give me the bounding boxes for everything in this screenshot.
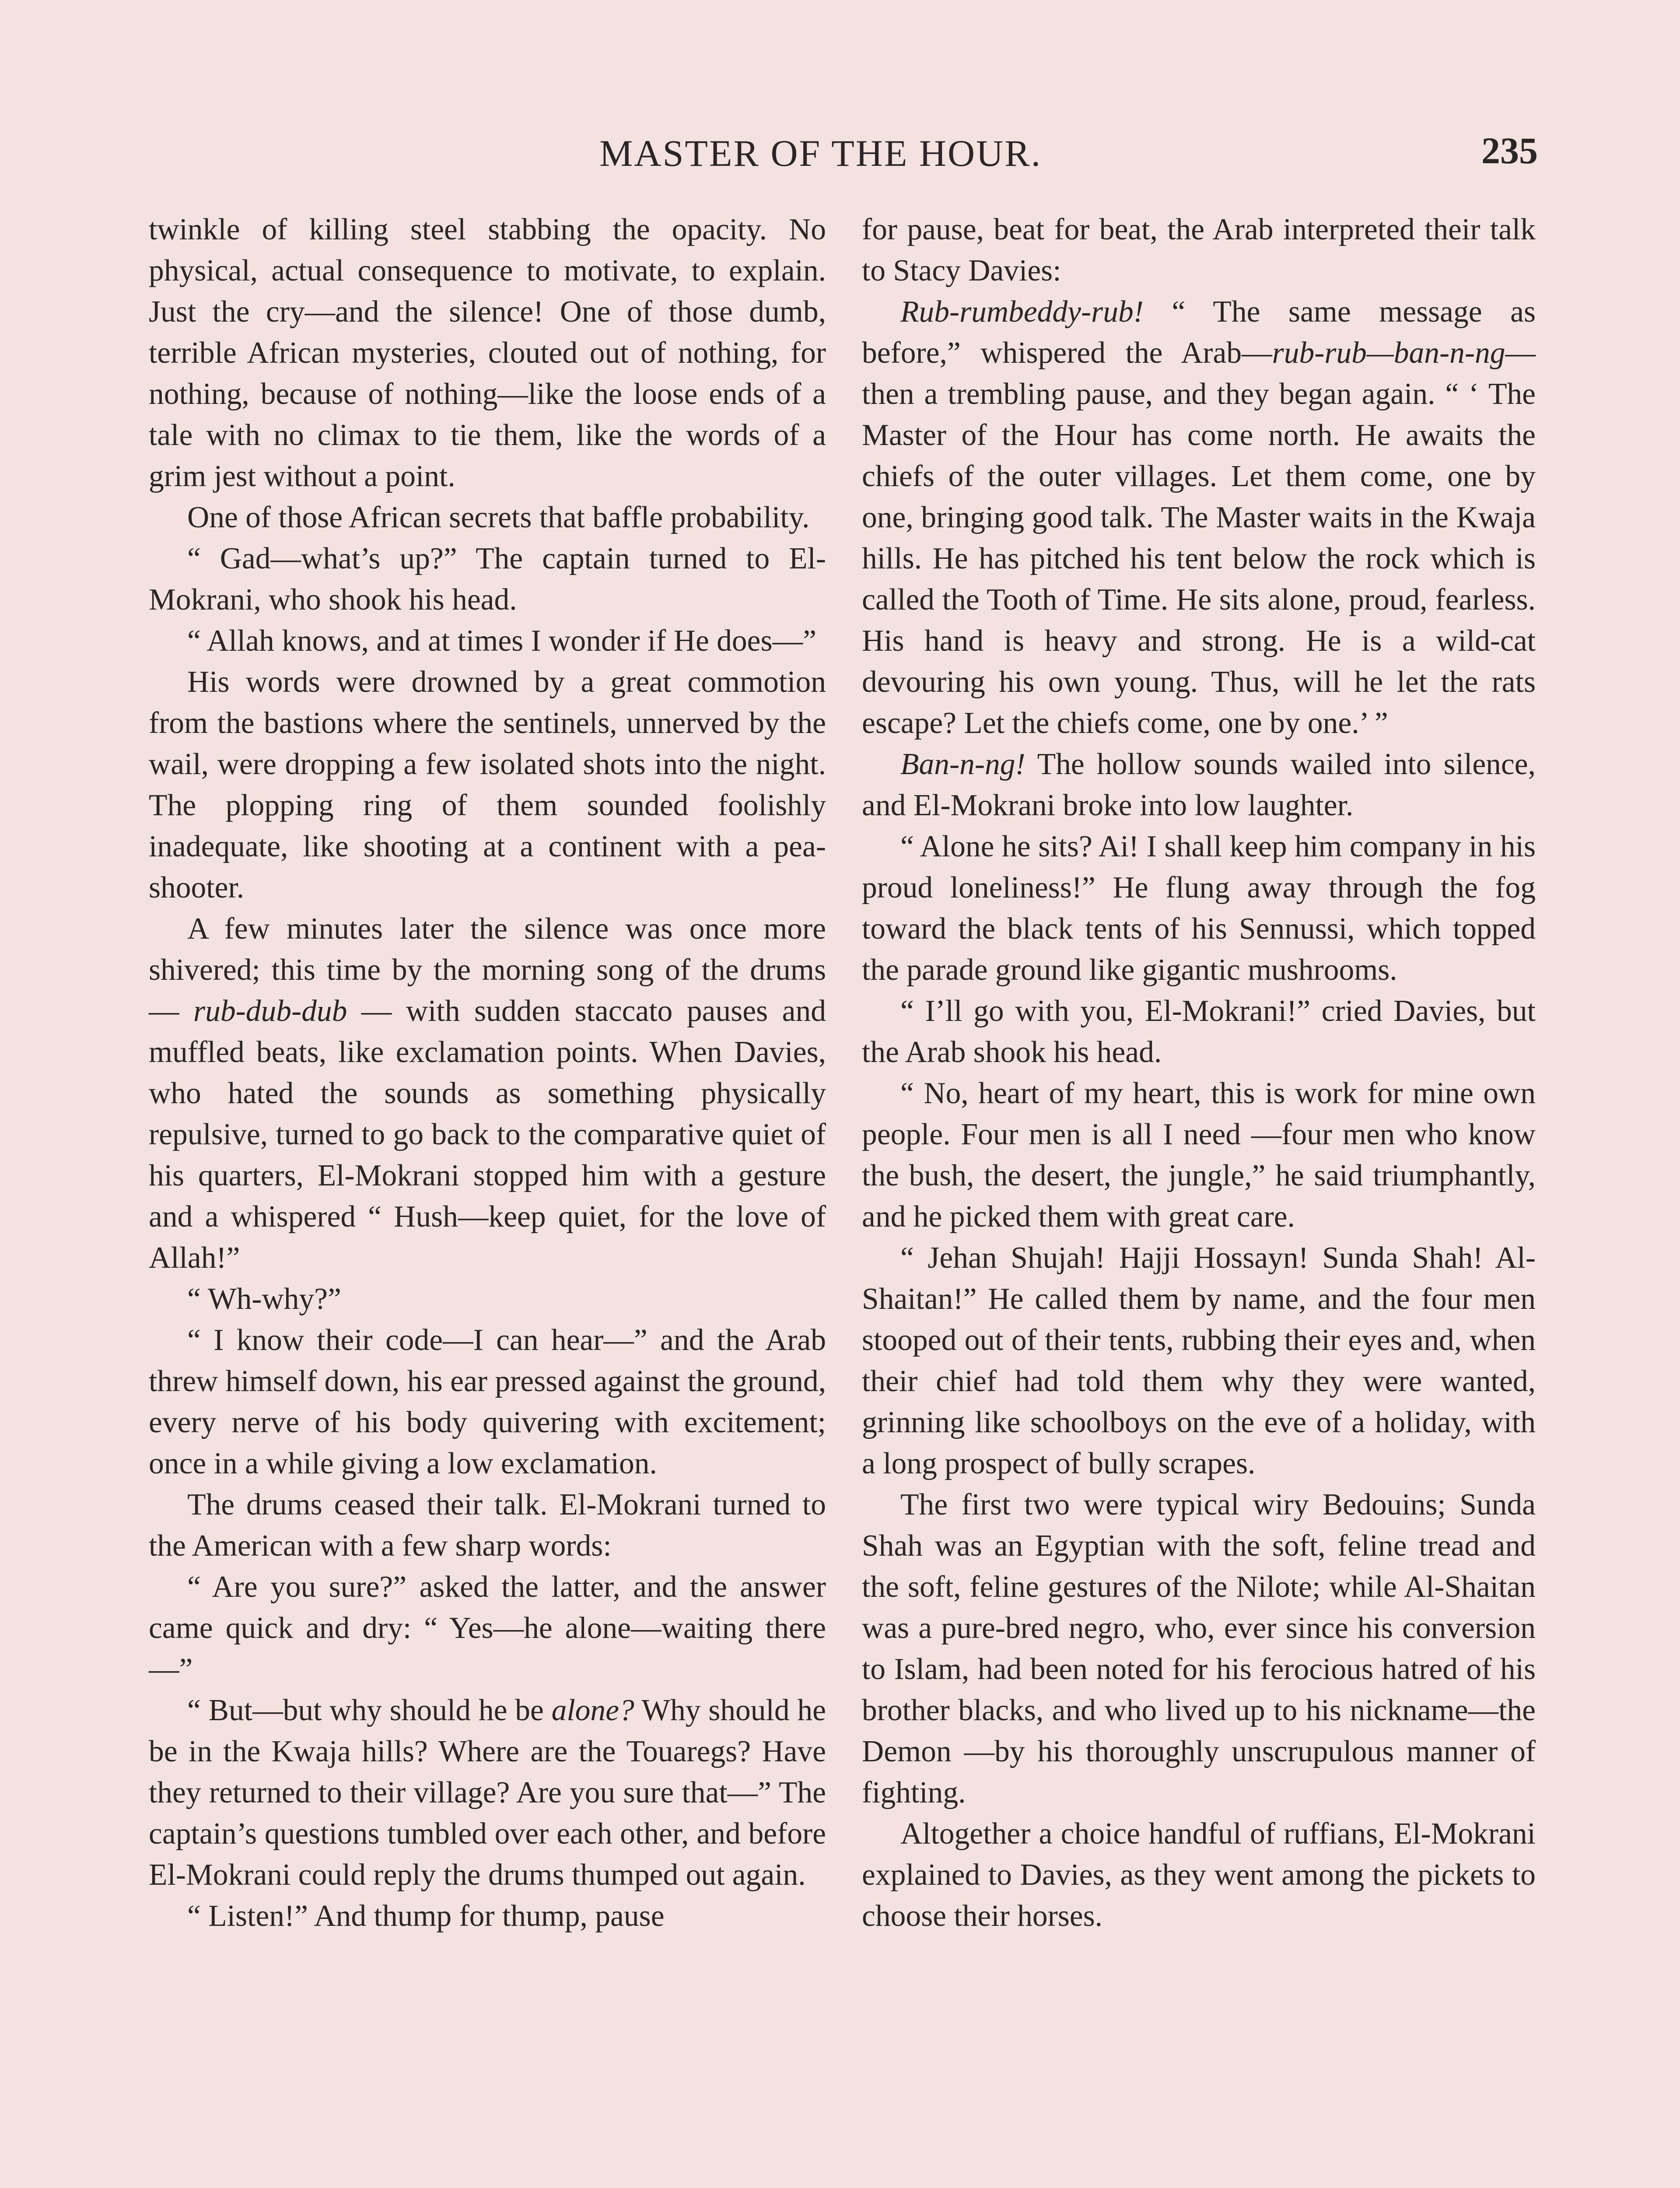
paragraph <box>862 1484 1536 1813</box>
italic-text: Ban-n-ng! <box>900 747 1026 781</box>
text-run: His words were drowned by a great commotion from the bastions where the sentinels, unnerved by the wail, were dropping a few isolated shots into the night. The plopping ring of them sounded foolishly inadequate, like shooting at a continent with a pea-shooter. <box>149 665 826 905</box>
running-title: MASTER OF THE HOUR. <box>599 132 1042 174</box>
text-run: The first two were typical wiry Bedouins; Sunda Shah was an Egyptian with the soft, feline tread and the soft, feline gestures of the Nilote; while Al-Shaitan was a pure-bred negro, who, ever since his conversion to Islam, had been noted for his ferocious hatred of his brother blacks, and who lived up to his nickname—the Demon —by his thoroughly unscrupulous manner of fighting. <box>862 1488 1536 1809</box>
text-run: “ Listen!” And thump for thump, pause <box>187 1899 665 1933</box>
paragraph <box>862 1073 1536 1238</box>
paragraph <box>862 209 1536 291</box>
paragraph <box>149 1320 826 1484</box>
paragraph <box>149 1896 826 1937</box>
paragraph <box>862 991 1536 1073</box>
italic-text: rub-rub—ban-n-ng <box>1272 336 1505 370</box>
paragraph <box>149 209 826 497</box>
italic-text: Rub-rumbeddy-rub! <box>900 295 1144 329</box>
text-run: A few minutes later the silence was once more shivered; this time by the morning song of the drums — <box>149 912 826 1028</box>
italic-text: alone? <box>551 1694 634 1727</box>
text-run: “ I’ll go with you, El-Mokrani!” cried Davies, but the Arab shook his head. <box>862 994 1536 1069</box>
paragraph <box>149 497 826 538</box>
right-column <box>862 209 1536 2188</box>
text-run: Why should he be in the Kwaja hills? Where are the Touaregs? Have they returned to their village? Are you sure that—” The captain’s questions tumbled over each other, and before El-Mokrani could reply the drums thumped out again. <box>149 1694 826 1892</box>
text-run: “ The same message as before,” whispered the Arab— <box>862 295 1536 370</box>
text-run: One of those African secrets that baffle probability. <box>187 501 810 534</box>
paragraph <box>149 908 826 1279</box>
text-run: “ But—but why should he be <box>187 1694 552 1727</box>
text-run: — with sudden staccato pauses and muffled beats, like exclamation points. When Davies, who hated the sounds as something physically repulsive, turned to go back to the comparative quiet of his quarters, El-Mokrani stopped him with a gesture and a whispered “ Hush—keep quiet, for the love of Allah!” <box>149 994 826 1275</box>
paragraph <box>862 1813 1536 1937</box>
paragraph <box>862 1238 1536 1484</box>
text-run: “ Gad—what’s up?” The captain turned to El-Mokrani, who shook his head. <box>149 542 826 617</box>
paragraph <box>149 621 826 662</box>
page-header <box>149 131 1538 179</box>
text-run: “ Jehan Shujah! Hajji Hossayn! Sunda Shah! Al-Shaitan!” He called them by name, and the four men stooped out of their tents, rubbing their eyes and, when their chief had told them why they were wanted, grinning like schoolboys on the eve of a holiday, with a long prospect of bully scrapes. <box>862 1241 1536 1480</box>
left-column <box>149 209 826 2188</box>
paragraph <box>862 744 1536 826</box>
text-run: “ I know their code—I can hear—” and the Arab threw himself down, his ear pressed against the ground, every nerve of his body quivering with excitement; once in a while giving a low exclamation. <box>149 1323 826 1480</box>
text-run: Altogether a choice handful of ruffians, El-Mokrani explained to Davies, as they went among the pickets to choose their horses. <box>862 1817 1536 1933</box>
paragraph <box>149 662 826 908</box>
paragraph <box>149 1279 826 1320</box>
paragraph <box>862 291 1536 744</box>
text-run: The hollow sounds wailed into silence, and El-Mokrani broke into low laughter. <box>862 747 1536 822</box>
paragraph <box>149 1690 826 1896</box>
text-run: “ Allah knows, and at times I wonder if He does—” <box>187 624 816 658</box>
text-run: twinkle of killing steel stabbing the opacity. No physical, actual consequence to motivate, to explain. Just the cry—and the silence! One of those dumb, terrible African mysteries, clouted out of nothing, for nothing, because of nothing—like the loose ends of a tale with no climax to tie them, like the words of a grim jest without a point. <box>149 213 826 493</box>
paragraph <box>149 538 826 621</box>
paragraph <box>149 1567 826 1690</box>
italic-text: rub-dub-dub <box>193 994 347 1028</box>
text-run: The drums ceased their talk. El-Mokrani turned to the American with a few sharp words: <box>149 1488 826 1563</box>
text-run: for pause, beat for beat, the Arab interpreted their talk to Stacy Davies: <box>862 213 1536 288</box>
paragraph <box>149 1484 826 1567</box>
text-run: “ Wh-why?” <box>187 1282 341 1316</box>
text-run: “ Alone he sits? Ai! I shall keep him company in his proud loneliness!” He flung away through the fog toward the black tents of his Sennussi, which topped the parade ground like gigantic mushrooms. <box>862 830 1536 987</box>
page-number: 235 <box>1481 130 1538 172</box>
text-run: “ No, heart of my heart, this is work for mine own people. Four men is all I need —four men who know the bush, the desert, the jungle,” he said triumphantly, and he picked them with great care. <box>862 1076 1536 1234</box>
text-run: —then a trembling pause, and they began again. “ ‘ The Master of the Hour has come north. He awaits the chiefs of the outer villages. Let them come, one by one, bringing good talk. The Master waits in the Kwaja hills. He has pitched his tent below the rock which is called the Tooth of Time. He sits alone, proud, fearless. His hand is heavy and strong. He is a wild-cat devouring his own young. Thus, will he let the rats escape? Let the chiefs come, one by one.’ ” <box>862 336 1536 740</box>
paragraph <box>862 826 1536 991</box>
text-run: “ Are you sure?” asked the latter, and the answer came quick and dry: “ Yes—he alone—waiting there—” <box>149 1570 826 1686</box>
